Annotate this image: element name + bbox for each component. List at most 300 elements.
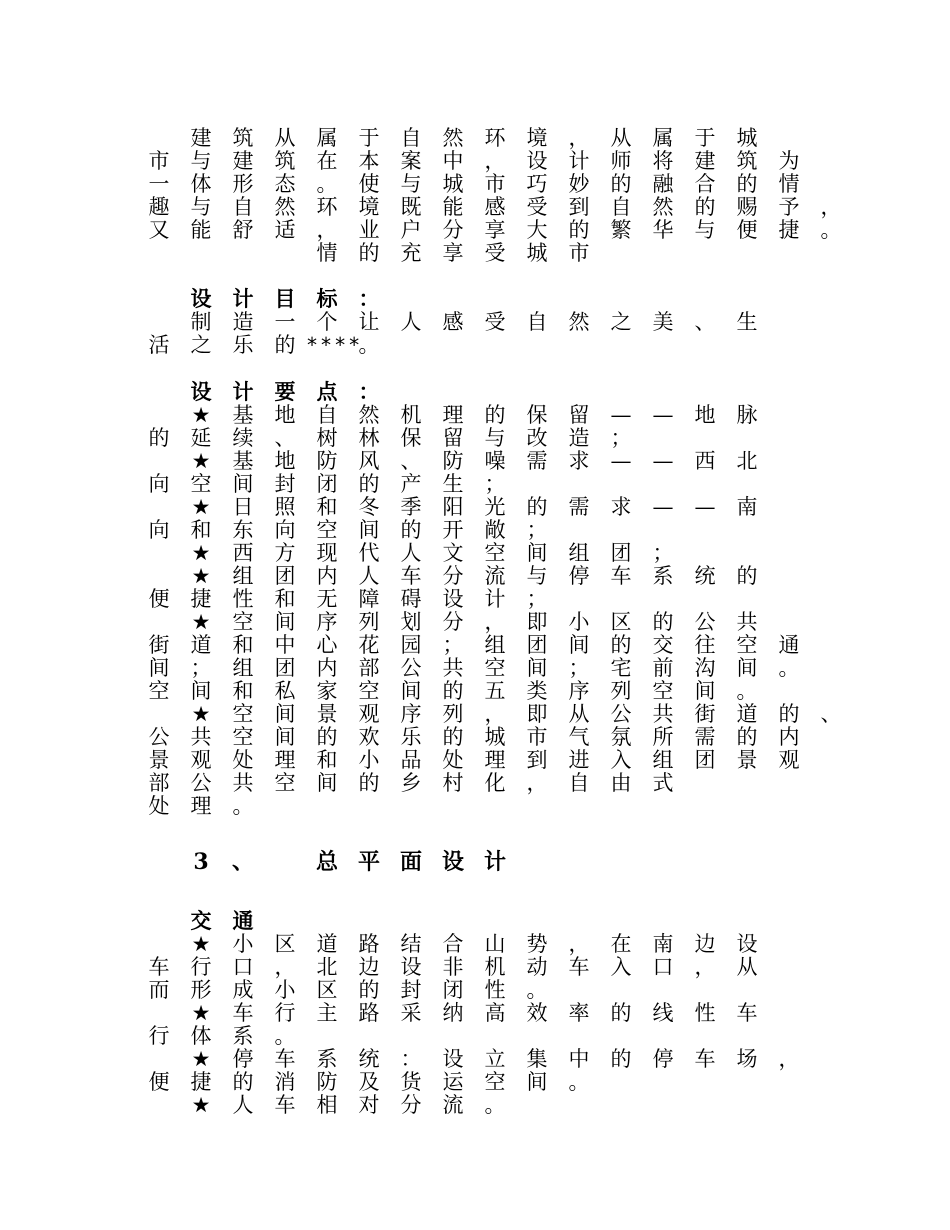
text-char: 求	[610, 495, 632, 519]
text-char: 团	[274, 656, 296, 680]
text-char: 交	[652, 633, 674, 657]
text-char: 公	[148, 725, 170, 749]
text-char: 组	[568, 541, 590, 565]
text-char: 在	[610, 932, 632, 956]
text-char: 树	[316, 426, 338, 450]
text-char: 的	[652, 610, 674, 634]
text-char: 边	[358, 955, 380, 979]
text-char: 境	[526, 126, 548, 150]
text-char: 理	[274, 748, 296, 772]
text-char: 向	[148, 472, 170, 496]
text-char: 与	[400, 172, 422, 196]
text-char: ，	[694, 955, 716, 979]
text-char: 予	[778, 195, 800, 219]
text-line	[0, 633, 950, 657]
star-bullet-icon: ★	[191, 1093, 211, 1117]
text-line	[0, 149, 950, 173]
text-char: 造	[568, 426, 590, 450]
text-char: 噪	[484, 449, 506, 473]
text-char: 脉	[736, 403, 758, 427]
text-char: 将	[652, 149, 674, 173]
text-char: 小	[274, 978, 296, 1002]
text-char: 边	[694, 932, 716, 956]
text-char: 乡	[400, 771, 422, 795]
text-line	[0, 126, 950, 150]
text-char: 内	[778, 725, 800, 749]
text-char: 适	[274, 218, 296, 242]
text-char: 自	[400, 126, 422, 150]
text-char: 空	[274, 771, 296, 795]
text-char: 车	[400, 564, 422, 588]
text-char: 人	[400, 541, 422, 565]
text-char: 。	[820, 218, 842, 242]
text-char: 流	[484, 564, 506, 588]
text-char: 由	[610, 771, 632, 795]
text-char: 街	[148, 633, 170, 657]
text-char: 和	[232, 679, 254, 703]
text-char: 从	[610, 126, 632, 150]
text-char: 入	[610, 748, 632, 772]
text-char: 趣	[148, 195, 170, 219]
text-char: 式	[652, 771, 674, 795]
star-bullet-icon: ★	[191, 564, 211, 588]
text-char: 设	[400, 955, 422, 979]
text-char: 统	[358, 1047, 380, 1071]
text-char: ****	[306, 333, 363, 357]
text-char: 又	[148, 218, 170, 242]
text-char: 个	[316, 310, 338, 334]
text-line	[0, 679, 950, 703]
text-char: 自	[232, 195, 254, 219]
text-char: 公	[400, 656, 422, 680]
text-char: 的	[778, 702, 800, 726]
text-char: ：	[358, 379, 380, 404]
text-char: 北	[736, 449, 758, 473]
text-char: 空	[736, 633, 758, 657]
text-char: 设	[190, 286, 212, 311]
star-bullet-icon: ★	[191, 1047, 211, 1071]
text-char: 然	[442, 126, 464, 150]
text-char: 筑	[232, 126, 254, 150]
text-char: 机	[484, 955, 506, 979]
text-char: 部	[358, 656, 380, 680]
text-char: 中	[568, 1047, 590, 1071]
text-char: 前	[652, 656, 674, 680]
text-char: 北	[316, 955, 338, 979]
text-char: 一	[274, 310, 296, 334]
text-char: 自	[316, 403, 338, 427]
text-char: 机	[400, 403, 422, 427]
text-char: 间	[274, 725, 296, 749]
text-char: 道	[316, 932, 338, 956]
text-line	[0, 403, 950, 427]
text-char: 光	[484, 495, 506, 519]
text-char: 间	[694, 679, 716, 703]
text-char: 行	[190, 955, 212, 979]
text-char: 村	[442, 771, 464, 795]
text-char: 空	[484, 541, 506, 565]
text-char: 生	[736, 310, 758, 334]
text-char: 从	[568, 702, 590, 726]
text-char: 享	[484, 218, 506, 242]
star-bullet-icon: ★	[191, 932, 211, 956]
text-char: 日	[232, 495, 254, 519]
text-char: 方	[274, 541, 296, 565]
text-char: 往	[694, 633, 716, 657]
text-line	[0, 955, 950, 979]
text-char: 和	[190, 518, 212, 542]
text-char: 西	[232, 541, 254, 565]
text-line	[0, 241, 950, 265]
text-char: 生	[442, 472, 464, 496]
text-char: 地	[274, 449, 296, 473]
text-char: 间	[568, 633, 590, 657]
text-char: 间	[274, 610, 296, 634]
text-char: 为	[778, 149, 800, 173]
text-char: 防	[442, 449, 464, 473]
text-char: 的	[736, 564, 758, 588]
text-char: 感	[484, 195, 506, 219]
text-char: 西	[694, 449, 716, 473]
text-char: 的	[442, 679, 464, 703]
text-char: 间	[736, 656, 758, 680]
text-line	[0, 426, 950, 450]
text-char: ，	[274, 955, 296, 979]
text-char: 要	[274, 379, 296, 404]
text-char: 小	[358, 748, 380, 772]
text-char: 和	[274, 587, 296, 611]
text-char: 化	[484, 771, 506, 795]
text-char: 的	[694, 195, 716, 219]
text-char: 和	[316, 495, 338, 519]
text-char: 南	[736, 495, 758, 519]
text-char: 区	[610, 610, 632, 634]
text-char: 合	[694, 172, 716, 196]
text-char: ；	[526, 518, 548, 542]
text-char: 封	[274, 472, 296, 496]
text-char: 。	[358, 333, 380, 357]
text-char: 境	[358, 195, 380, 219]
text-char: 保	[526, 403, 548, 427]
text-char: 处	[148, 794, 170, 818]
text-char: 内	[316, 656, 338, 680]
text-char: 于	[694, 126, 716, 150]
text-char: 公	[190, 771, 212, 795]
text-char: 计	[568, 149, 590, 173]
text-char: 空	[232, 610, 254, 634]
text-char: 市	[526, 725, 548, 749]
text-line	[0, 1093, 950, 1117]
text-char: 进	[568, 748, 590, 772]
text-char: 闭	[316, 472, 338, 496]
text-char: 共	[190, 725, 212, 749]
text-char: 于	[358, 126, 380, 150]
text-char: 的	[568, 218, 590, 242]
text-char: 使	[358, 172, 380, 196]
text-char: 。	[484, 1093, 506, 1117]
text-char: 留	[442, 426, 464, 450]
text-char: 行	[274, 1001, 296, 1025]
text-char: 市	[484, 172, 506, 196]
star-bullet-icon: ★	[191, 610, 211, 634]
text-char: 组	[232, 656, 254, 680]
text-char: 的	[736, 172, 758, 196]
text-char: 处	[232, 748, 254, 772]
text-char: 求	[568, 449, 590, 473]
text-char: 空	[232, 702, 254, 726]
text-char: 氛	[610, 725, 632, 749]
text-char: ，	[526, 771, 548, 795]
text-char: 非	[442, 955, 464, 979]
text-char: 闭	[442, 978, 464, 1002]
text-char: 景	[316, 702, 338, 726]
text-char: 的	[610, 1047, 632, 1071]
text-char: 共	[232, 771, 254, 795]
text-char: 与	[694, 218, 716, 242]
text-char: 形	[232, 172, 254, 196]
text-char: 。	[232, 794, 254, 818]
text-char: 空	[316, 518, 338, 542]
text-char: 舒	[232, 218, 254, 242]
section-heading	[0, 850, 950, 874]
text-char: 车	[610, 564, 632, 588]
text-char: 敞	[484, 518, 506, 542]
text-char: 筑	[736, 149, 758, 173]
text-char: 计	[483, 849, 506, 875]
text-char: 态	[274, 172, 296, 196]
text-char: 即	[526, 702, 548, 726]
text-char: 然	[274, 195, 296, 219]
text-char: 情	[778, 172, 800, 196]
text-char: 的	[274, 333, 296, 357]
text-char: 与	[190, 195, 212, 219]
text-char: 间	[358, 518, 380, 542]
text-char: 人	[232, 1093, 254, 1117]
text-char: 到	[526, 748, 548, 772]
text-char: 市	[568, 241, 590, 265]
text-char: 序	[316, 610, 338, 634]
text-line	[0, 541, 950, 565]
text-char: 与	[484, 426, 506, 450]
text-char: 便	[736, 218, 758, 242]
text-char: 立	[484, 1047, 506, 1071]
text-char: 代	[358, 541, 380, 565]
text-char: 理	[442, 403, 464, 427]
text-char: 宅	[610, 656, 632, 680]
text-char: 保	[400, 426, 422, 450]
text-char: 即	[526, 610, 548, 634]
text-char: 风	[358, 449, 380, 473]
text-char: 受	[526, 195, 548, 219]
text-char: 设	[736, 932, 758, 956]
text-char: 间	[190, 679, 212, 703]
text-char: 间	[148, 656, 170, 680]
text-line	[0, 218, 950, 242]
text-char: 车	[736, 1001, 758, 1025]
text-char: 系	[652, 564, 674, 588]
text-char: 点	[316, 379, 338, 404]
text-char: 享	[442, 241, 464, 265]
text-char: 、	[231, 849, 254, 875]
text-char: 照	[274, 495, 296, 519]
text-char: 的	[610, 633, 632, 657]
text-char: 车	[274, 1093, 296, 1117]
text-char: 、	[274, 426, 296, 450]
text-char: 的	[610, 172, 632, 196]
text-char: 融	[652, 172, 674, 196]
text-char: 分	[400, 1093, 422, 1117]
text-char: 团	[526, 633, 548, 657]
text-char: 业	[358, 218, 380, 242]
text-char: 城	[442, 172, 464, 196]
text-char: 设	[526, 149, 548, 173]
text-char: 美	[652, 310, 674, 334]
text-char: 计	[484, 587, 506, 611]
star-bullet-icon: ★	[191, 1001, 211, 1025]
text-char: 自	[610, 195, 632, 219]
text-char: 然	[652, 195, 674, 219]
star-bullet-icon: ★	[191, 403, 211, 427]
text-char: 开	[442, 518, 464, 542]
text-char: 从	[274, 126, 296, 150]
text-char: 结	[400, 932, 422, 956]
text-char: 划	[400, 610, 422, 634]
text-line	[0, 333, 950, 357]
star-bullet-icon: ★	[191, 702, 211, 726]
text-char: 列	[442, 702, 464, 726]
text-char: 在	[316, 149, 338, 173]
text-char: 空	[358, 679, 380, 703]
text-char: 间	[400, 679, 422, 703]
text-char: 既	[400, 195, 422, 219]
subheading-line	[0, 380, 950, 404]
text-char: 序	[400, 702, 422, 726]
text-char: 之	[610, 310, 632, 334]
text-line	[0, 725, 950, 749]
text-char: 受	[484, 241, 506, 265]
text-char: 采	[400, 1001, 422, 1025]
text-char: 向	[274, 518, 296, 542]
text-char: 、	[820, 702, 842, 726]
text-char: 人	[400, 310, 422, 334]
text-char: 捷	[190, 1070, 212, 1094]
text-char: 需	[568, 495, 590, 519]
text-char: 能	[442, 195, 464, 219]
text-char: 停	[568, 564, 590, 588]
text-char: 体	[190, 1024, 212, 1048]
text-line	[0, 587, 950, 611]
text-char: 势	[526, 932, 548, 956]
text-char: 停	[652, 1047, 674, 1071]
text-char: 山	[484, 932, 506, 956]
text-char: 繁	[610, 218, 632, 242]
text-line	[0, 1001, 950, 1025]
text-char: 团	[610, 541, 632, 565]
text-char: 。	[568, 1070, 590, 1094]
text-char: 基	[232, 403, 254, 427]
text-char: 消	[274, 1070, 296, 1094]
text-char: 便	[148, 587, 170, 611]
text-char: 自	[568, 771, 590, 795]
text-char: ：	[358, 286, 380, 311]
text-char: 车	[274, 1047, 296, 1071]
text-char: 产	[400, 472, 422, 496]
text-char: 市	[148, 149, 170, 173]
text-char: 感	[442, 310, 464, 334]
text-char: 品	[400, 748, 422, 772]
text-char: 封	[400, 978, 422, 1002]
text-char: 率	[568, 1001, 590, 1025]
text-char: 碍	[400, 587, 422, 611]
text-char: 面	[399, 849, 422, 875]
text-char: 空	[484, 1070, 506, 1094]
text-char: 私	[274, 679, 296, 703]
text-char: 间	[526, 656, 548, 680]
text-char: 团	[274, 564, 296, 588]
text-char: 之	[190, 333, 212, 357]
text-char: 改	[526, 426, 548, 450]
text-char: 的	[400, 518, 422, 542]
text-char: —	[652, 403, 674, 427]
text-char: 间	[526, 1070, 548, 1094]
text-char: 的	[610, 1001, 632, 1025]
text-char: 公	[610, 702, 632, 726]
text-char: 制	[190, 310, 212, 334]
text-char: 车	[694, 1047, 716, 1071]
text-char: 一	[148, 172, 170, 196]
text-char: 。	[778, 656, 800, 680]
text-char: 分	[442, 610, 464, 634]
text-line	[0, 472, 950, 496]
text-line	[0, 794, 950, 818]
text-char: 共	[736, 610, 758, 634]
text-char: 间	[274, 702, 296, 726]
text-char: 乐	[400, 725, 422, 749]
text-char: 中	[274, 633, 296, 657]
text-char: 车	[232, 1001, 254, 1025]
text-char: 便	[148, 1070, 170, 1094]
text-char: ；	[610, 426, 632, 450]
text-char: 货	[400, 1070, 422, 1094]
text-char: 的	[358, 978, 380, 1002]
text-char: 地	[274, 403, 296, 427]
text-char: 空	[232, 725, 254, 749]
text-char: 的	[736, 725, 758, 749]
text-char: 总	[315, 849, 338, 875]
text-char: 处	[442, 748, 464, 772]
text-char: 标	[316, 286, 338, 311]
text-char: 心	[316, 633, 338, 657]
text-char: 观	[358, 702, 380, 726]
text-char: 间	[526, 541, 548, 565]
text-char: 空	[652, 679, 674, 703]
text-char: 路	[358, 932, 380, 956]
text-char: —	[652, 495, 674, 519]
text-char: 、	[400, 449, 422, 473]
text-char: 理	[190, 794, 212, 818]
text-char: 设	[442, 587, 464, 611]
text-line	[0, 1024, 950, 1048]
text-char: 到	[568, 195, 590, 219]
text-char: 的	[442, 725, 464, 749]
text-char: 妙	[568, 172, 590, 196]
text-char: 续	[232, 426, 254, 450]
star-bullet-icon: ★	[191, 495, 211, 519]
text-char: 让	[358, 310, 380, 334]
text-line	[0, 978, 950, 1002]
text-char: 空	[190, 472, 212, 496]
text-char: 共	[442, 656, 464, 680]
